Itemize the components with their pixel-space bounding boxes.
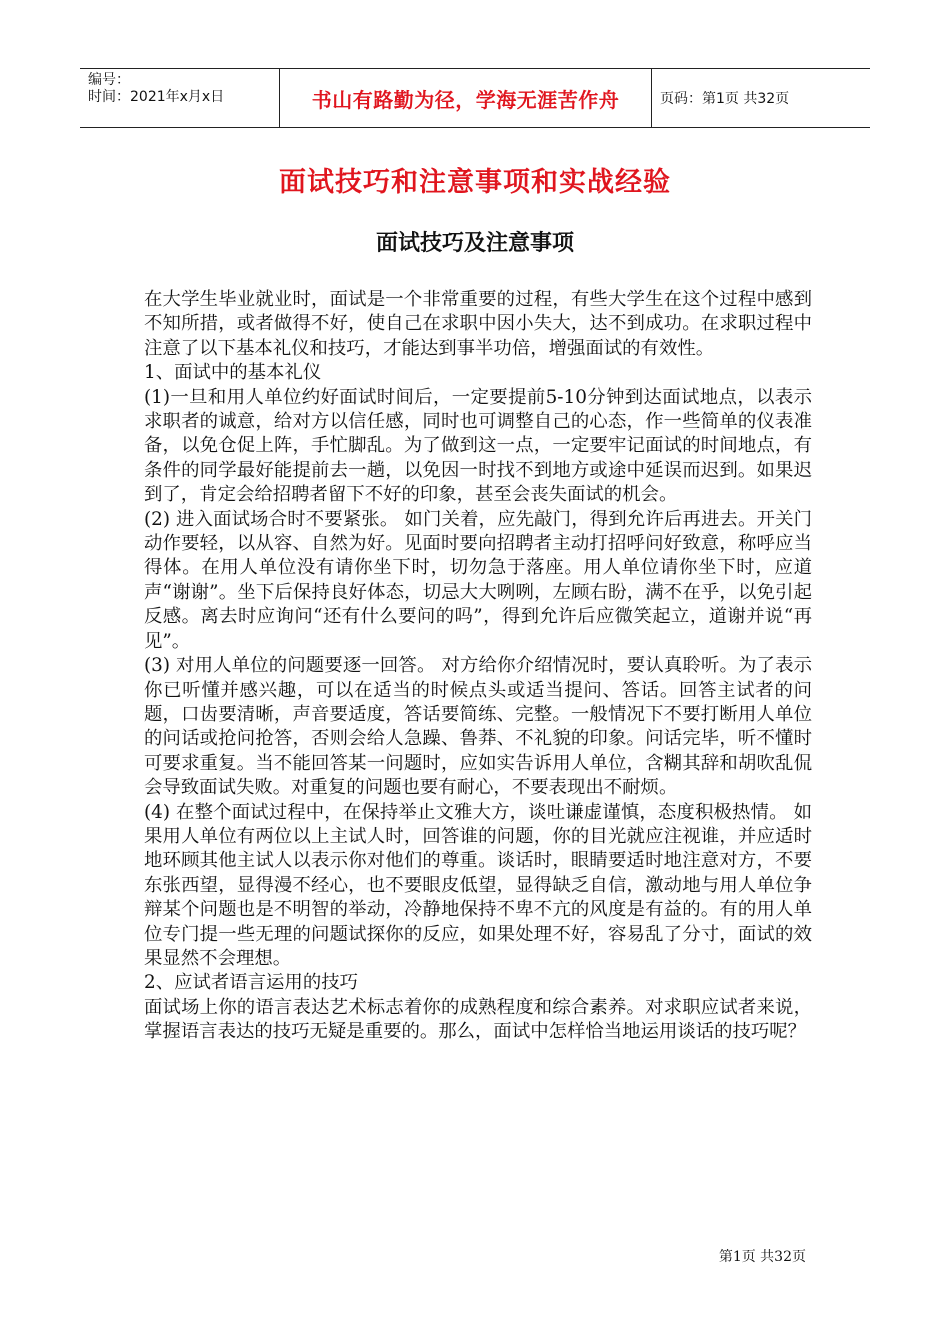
document-title: 面试技巧和注意事项和实战经验 [279,167,671,198]
header-page-number: 页码：第1页 共32页 [660,91,790,107]
page-footer: 第1页 共32页 [718,1249,806,1265]
page-header [80,68,870,128]
document-subtitle: 面试技巧及注意事项 [375,231,574,256]
document-body [144,288,812,1045]
header-motto: 书山有路勤为径，学海无涯苦作舟 [280,69,652,127]
document-date-label: 时间：2021年x月x日 [88,89,225,105]
etiquette-item-2: (2) 进入面试场合时不要紧张。 如门关着，应先敲门，得到允许后再进去。开关门动作要轻，以从容、自然为好。见面时要向招聘者主动打招呼问好致意，称呼应当得体。在用人单位没有请你坐下时，切勿急于落座。用人单位请你坐下时，应道声“谢谢”。坐下后保持良好体态，切忌大大咧咧，左顾右盼，满不在乎，以免引起反感。离去时应询问“还有什么要问的吗”，得到允许后应微笑起立，道谢并说“再见”。 [144,508,812,652]
document-number-label: 编号： [88,72,130,88]
etiquette-item-1: (1)一旦和用人单位约好面试时间后，一定要提前5-10分钟到达面试地点，以表示求职者的诚意，给对方以信任感，同时也可调整自己的心态，作一些简单的仪表准备，以免仓促上阵，手忙脚乱。为了做到这一点，一定要牢记面试的时间地点，有条件的同学最好能提前去一趟，以免因一时找不到地方或途中延误而迟到。如果迟到了，肯定会给招聘者留下不好的印象，甚至会丧失面试的机会。 [144,386,812,506]
header-meta [80,69,280,127]
section-heading-language: 2、应试者语言运用的技巧 [144,972,358,994]
etiquette-item-4: (4) 在整个面试过程中，在保持举止文雅大方，谈吐谦虚谨慎，态度积极热情。 如果用人单位有两位以上主试人时，回答谁的问题，你的目光就应注视谁，并应适时地环顾其他主试人以表示你对他们的尊重。谈话时，眼睛要适时地注意对方，不要东张西望，显得漫不经心，也不要眼皮低望，显得缺乏自信，激动地与用人单位争辩某个问题也是不明智的举动，冷静地保持不卑不亢的风度是有益的。有的用人单位专门提一些无理的问题试探你的反应，如果处理不好，容易乱了分寸，面试的效果显然不会理想。 [144,801,812,969]
section-heading-etiquette: 1、面试中的基本礼仪 [144,362,322,384]
intro-paragraph: 在大学生毕业就业时，面试是一个非常重要的过程，有些大学生在这个过程中感到不知所措，或者做得不好，使自己在求职中因小失大，达不到成功。在求职过程中注意了以下基本礼仪和技巧，才能达到事半功倍，增强面试的有效性。 [144,289,812,359]
etiquette-item-3: (3) 对用人单位的问题要逐一回答。 对方给你介绍情况时，要认真聆听。为了表示你已听懂并感兴趣，可以在适当的时候点头或适当提问、答话。回答主试者的问题，口齿要清晰，声音要适度，答话要简练、完整。一般情况下不要打断用人单位的问话或抢问抢答，否则会给人急躁、鲁莽、不礼貌的印象。问话完毕，听不懂时可要求重复。当不能回答某一问题时，应如实告诉用人单位，含糊其辞和胡吹乱侃会导致面试失败。对重复的问题也要有耐心，不要表现出不耐烦。 [144,655,812,799]
language-paragraph: 面试场上你的语言表达艺术标志着你的成熟程度和综合素养。对求职应试者来说，掌握语言表达的技巧无疑是重要的。那么，面试中怎样恰当地运用谈话的技巧呢？ [144,996,812,1043]
